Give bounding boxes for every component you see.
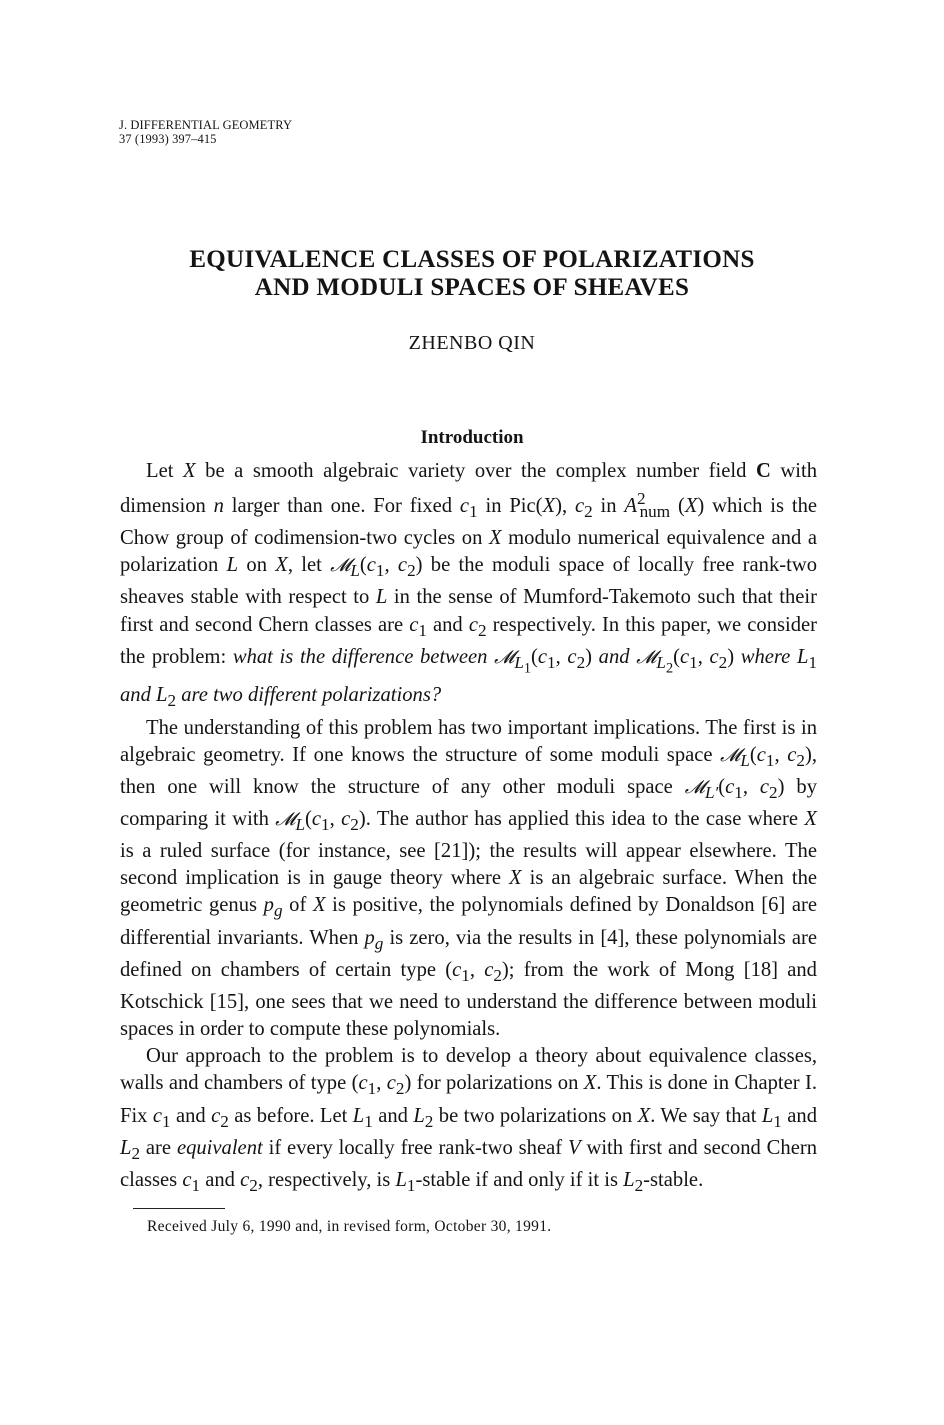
- journal-header: [119, 118, 292, 146]
- paragraph-1: Let X be a smooth algebraic variety over the complex number field C with dimension n larger than one. For fixed $c_1$ in Pic(X), $c_2$ in $A^2_{num}$ (X) which is the Chow group of codimension-two cycles on X modulo numerical equivalence and a polarization L on X, let $𝓜_L(c_1$, $c_2$) be the moduli space of locally free rank-two sheaves stable with respect to L in the sense of Mumford-Takemoto such that their first and second Chern classes are $c_1$ and $c_2$ respectively. In this paper, we consider the problem: what is the difference between $𝓜_{L_1}(c_1$, $c_2$) and $𝓜_{L_2}(c_1$, $c_2$) where $L_1$ and $L_2$ are two different polarizations?: [120, 460, 818, 711]
- section-heading: Introduction: [420, 427, 524, 448]
- title-line-1: EQUIVALENCE CLASSES OF POLARIZATIONS: [189, 246, 755, 273]
- footnote: Received July 6, 1990 and, in revised form, October 30, 1991.: [147, 1218, 552, 1235]
- journal-name: J. DIFFERENTIAL GEOMETRY: [119, 118, 293, 132]
- title-line-2: AND MODULI SPACES OF SHEAVES: [254, 274, 690, 301]
- body-text: [120, 458, 817, 1199]
- paragraph-3: Our approach to the problem is to develop a theory about equivalence classes, walls and chambers of type ($c_1$, $c_2$) for polarizations on X. This is done in Chapter I. Fix $c_1$ and $c_2$ as before. Let $L_1$ and $L_2$ be two polarizations on X. We say that $L_1$ and $L_2$ are equivalent if every locally free rank-two sheaf V with first and second Chern classes $c_1$ and $c_2$, respectively, is $L_1$-stable if and only if it is $L_2$-stable.: [120, 1045, 818, 1196]
- journal-citation: 37 (1993) 397–415: [119, 132, 217, 146]
- footnote-rule: [133, 1208, 225, 1209]
- paper-title: [0, 246, 944, 302]
- paragraph-2: The understanding of this problem has two important implications. The first is in algebraic geometry. If one knows the structure of some moduli space $𝓜_L(c_1$, $c_2$), then one will know the structure of any other moduli space $𝓜_{L'}(c_1$, $c_2$) by comparing it with $𝓜_L(c_1$, $c_2$). The author has applied this idea to the case where X is a ruled surface (for instance, see [21]); the results will appear elsewhere. The second implication is in gauge theory where X is an algebraic surface. When the geometric genus $p_g$ of X is positive, the polynomials defined by Donaldson [6] are differential invariants. When $p_g$ is zero, via the results in [4], these polynomials are defined on chambers of certain type ($c_1$, $c_2$); from the work of Mong [18] and Kotschick [15], one sees that we need to understand the difference between moduli spaces in order to compute these polynomials.: [120, 716, 818, 1041]
- author-name: ZHENBO QIN: [408, 332, 536, 354]
